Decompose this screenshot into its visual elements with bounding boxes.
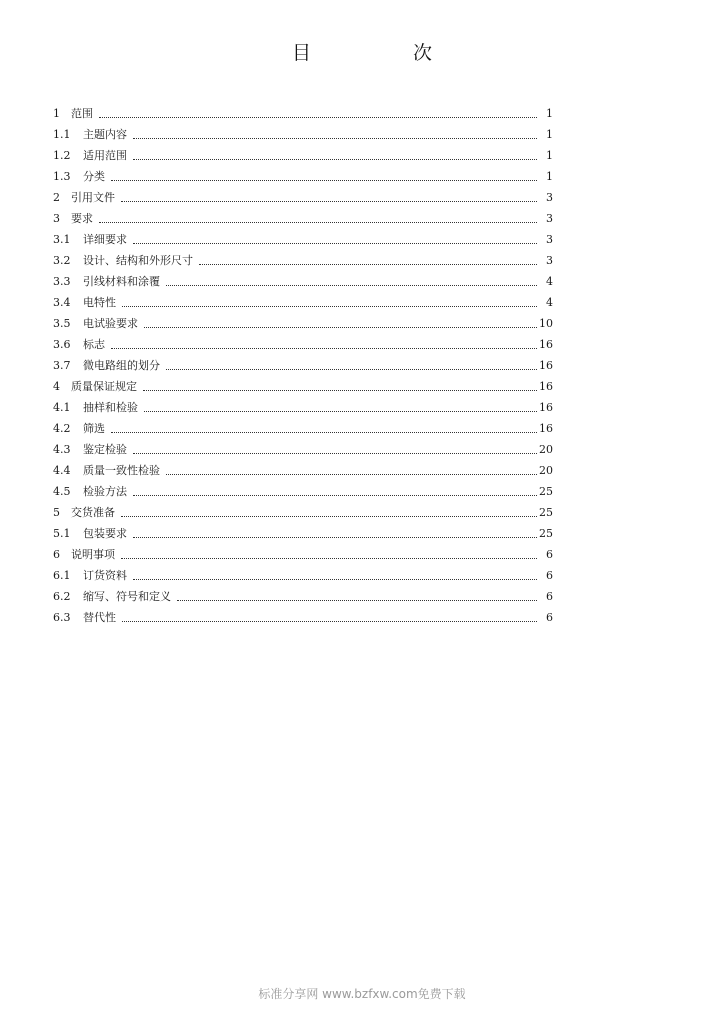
toc-entry-title: 范围 [71,107,93,120]
toc-entry-number: 4 [53,380,60,393]
toc-leader-dots [144,327,537,328]
toc-entry-title: 主题内容 [83,128,127,141]
toc-entry-page: 16 [539,380,553,393]
toc-entry-page: 3 [546,233,553,246]
toc-leader-dots [99,222,537,223]
toc-entry-page: 25 [539,527,553,540]
toc-entry-number: 4.1 [53,401,71,414]
toc-entry-title: 电试验要求 [83,317,138,330]
toc-leader-dots [122,306,537,307]
toc-entry[interactable] [53,226,553,247]
toc-entry-page: 6 [546,569,553,582]
toc-entry-title: 适用范围 [83,149,127,162]
toc-entry-number: 3.6 [53,338,71,351]
toc-leader-dots [111,180,537,181]
toc-entry-number: 1.3 [53,170,71,183]
toc-leader-dots [133,495,537,496]
toc-entry-page: 25 [539,485,553,498]
toc-entry-number: 3.3 [53,275,71,288]
toc-leader-dots [133,453,537,454]
toc-entry-title: 说明事项 [71,548,115,561]
toc-entry-title: 交货准备 [71,506,115,519]
toc-entry[interactable] [53,310,553,331]
toc-entry-number: 6 [53,548,60,561]
toc-entry[interactable] [53,268,553,289]
toc-entry-title: 详细要求 [83,233,127,246]
toc-leader-dots [99,117,537,118]
toc-entry-title: 替代性 [83,611,116,624]
toc-entry-page: 25 [539,506,553,519]
footer-watermark: 标准分享网 www.bzfxw.com免费下载 [258,987,466,1001]
toc-leader-dots [133,138,537,139]
toc-entry-page: 6 [546,548,553,561]
toc-leader-dots [144,411,537,412]
toc-entry[interactable] [53,604,553,625]
toc-entry-number: 3 [53,212,60,225]
toc-entry[interactable] [53,436,553,457]
toc-entry[interactable] [53,499,553,520]
toc-entry-page: 3 [546,212,553,225]
toc-entry-page: 3 [546,191,553,204]
page-title: 目 次 [291,42,481,64]
toc-entry-number: 5.1 [53,527,71,540]
toc-entry-page: 16 [539,338,553,351]
toc-entry-number: 4.4 [53,464,71,477]
toc-entry-page: 3 [546,254,553,267]
toc-leader-dots [166,474,537,475]
toc-entry[interactable] [53,373,553,394]
toc-entry-title: 筛选 [83,422,105,435]
toc-entry-page: 1 [546,128,553,141]
toc-entry[interactable] [53,562,553,583]
toc-leader-dots [143,390,537,391]
toc-entry-number: 4.3 [53,443,71,456]
toc-entry-page: 10 [539,317,553,330]
toc-entry-title: 包装要求 [83,527,127,540]
toc-entry[interactable] [53,163,553,184]
toc-leader-dots [111,348,537,349]
toc-entry-page: 16 [539,401,553,414]
toc-entry-page: 1 [546,170,553,183]
toc-entry-title: 鉴定检验 [83,443,127,456]
toc-entry[interactable] [53,205,553,226]
toc-entry-page: 6 [546,590,553,603]
toc-entry[interactable] [53,289,553,310]
toc-leader-dots [177,600,537,601]
toc-entry-page: 6 [546,611,553,624]
toc-leader-dots [111,432,537,433]
toc-entry[interactable] [53,583,553,604]
toc-leader-dots [121,558,537,559]
toc-entry-title: 质量保证规定 [71,380,137,393]
toc-entry-title: 电特性 [83,296,116,309]
toc-entry[interactable] [53,331,553,352]
toc-entry-number: 6.2 [53,590,71,603]
toc-leader-dots [121,201,537,202]
toc-entry-page: 16 [539,422,553,435]
toc-leader-dots [133,579,537,580]
table-of-contents [53,100,553,625]
toc-entry[interactable] [53,478,553,499]
toc-entry-number: 5 [53,506,60,519]
toc-entry-number: 6.1 [53,569,71,582]
toc-entry-title: 质量一致性检验 [83,464,160,477]
toc-entry-number: 3.2 [53,254,71,267]
toc-leader-dots [166,369,537,370]
toc-entry[interactable] [53,184,553,205]
toc-entry-number: 1.1 [53,128,71,141]
toc-leader-dots [121,516,537,517]
toc-entry-title: 检验方法 [83,485,127,498]
toc-leader-dots [133,243,537,244]
toc-entry[interactable] [53,541,553,562]
toc-entry-title: 要求 [71,212,93,225]
toc-entry[interactable] [53,247,553,268]
toc-entry-title: 微电路组的划分 [83,359,160,372]
toc-entry-number: 1 [53,107,60,120]
toc-entry-page: 4 [546,296,553,309]
toc-entry[interactable] [53,100,553,121]
toc-entry-title: 设计、结构和外形尺寸 [83,254,193,267]
toc-entry-number: 3.5 [53,317,71,330]
toc-entry[interactable] [53,352,553,373]
toc-entry[interactable] [53,520,553,541]
toc-leader-dots [199,264,537,265]
toc-entry-title: 分类 [83,170,105,183]
toc-entry-page: 20 [539,464,553,477]
toc-entry[interactable] [53,457,553,478]
toc-entry[interactable] [53,394,553,415]
toc-entry[interactable] [53,121,553,142]
toc-leader-dots [133,537,537,538]
toc-entry-title: 缩写、符号和定义 [83,590,171,603]
toc-entry[interactable] [53,142,553,163]
toc-entry-page: 1 [546,107,553,120]
toc-leader-dots [122,621,537,622]
toc-entry-title: 引线材料和涂覆 [83,275,160,288]
toc-leader-dots [133,159,537,160]
toc-entry-number: 1.2 [53,149,71,162]
toc-entry-number: 4.2 [53,422,71,435]
toc-leader-dots [166,285,537,286]
toc-entry-title: 引用文件 [71,191,115,204]
toc-entry-number: 3.7 [53,359,71,372]
toc-entry-page: 20 [539,443,553,456]
toc-entry-number: 4.5 [53,485,71,498]
toc-entry-title: 订货资料 [83,569,127,582]
toc-entry-title: 抽样和检验 [83,401,138,414]
toc-entry-page: 4 [546,275,553,288]
toc-entry-page: 16 [539,359,553,372]
toc-entry-number: 3.4 [53,296,71,309]
toc-entry-number: 6.3 [53,611,71,624]
toc-entry[interactable] [53,415,553,436]
toc-entry-number: 3.1 [53,233,71,246]
toc-entry-page: 1 [546,149,553,162]
toc-entry-number: 2 [53,191,60,204]
toc-entry-title: 标志 [83,338,105,351]
